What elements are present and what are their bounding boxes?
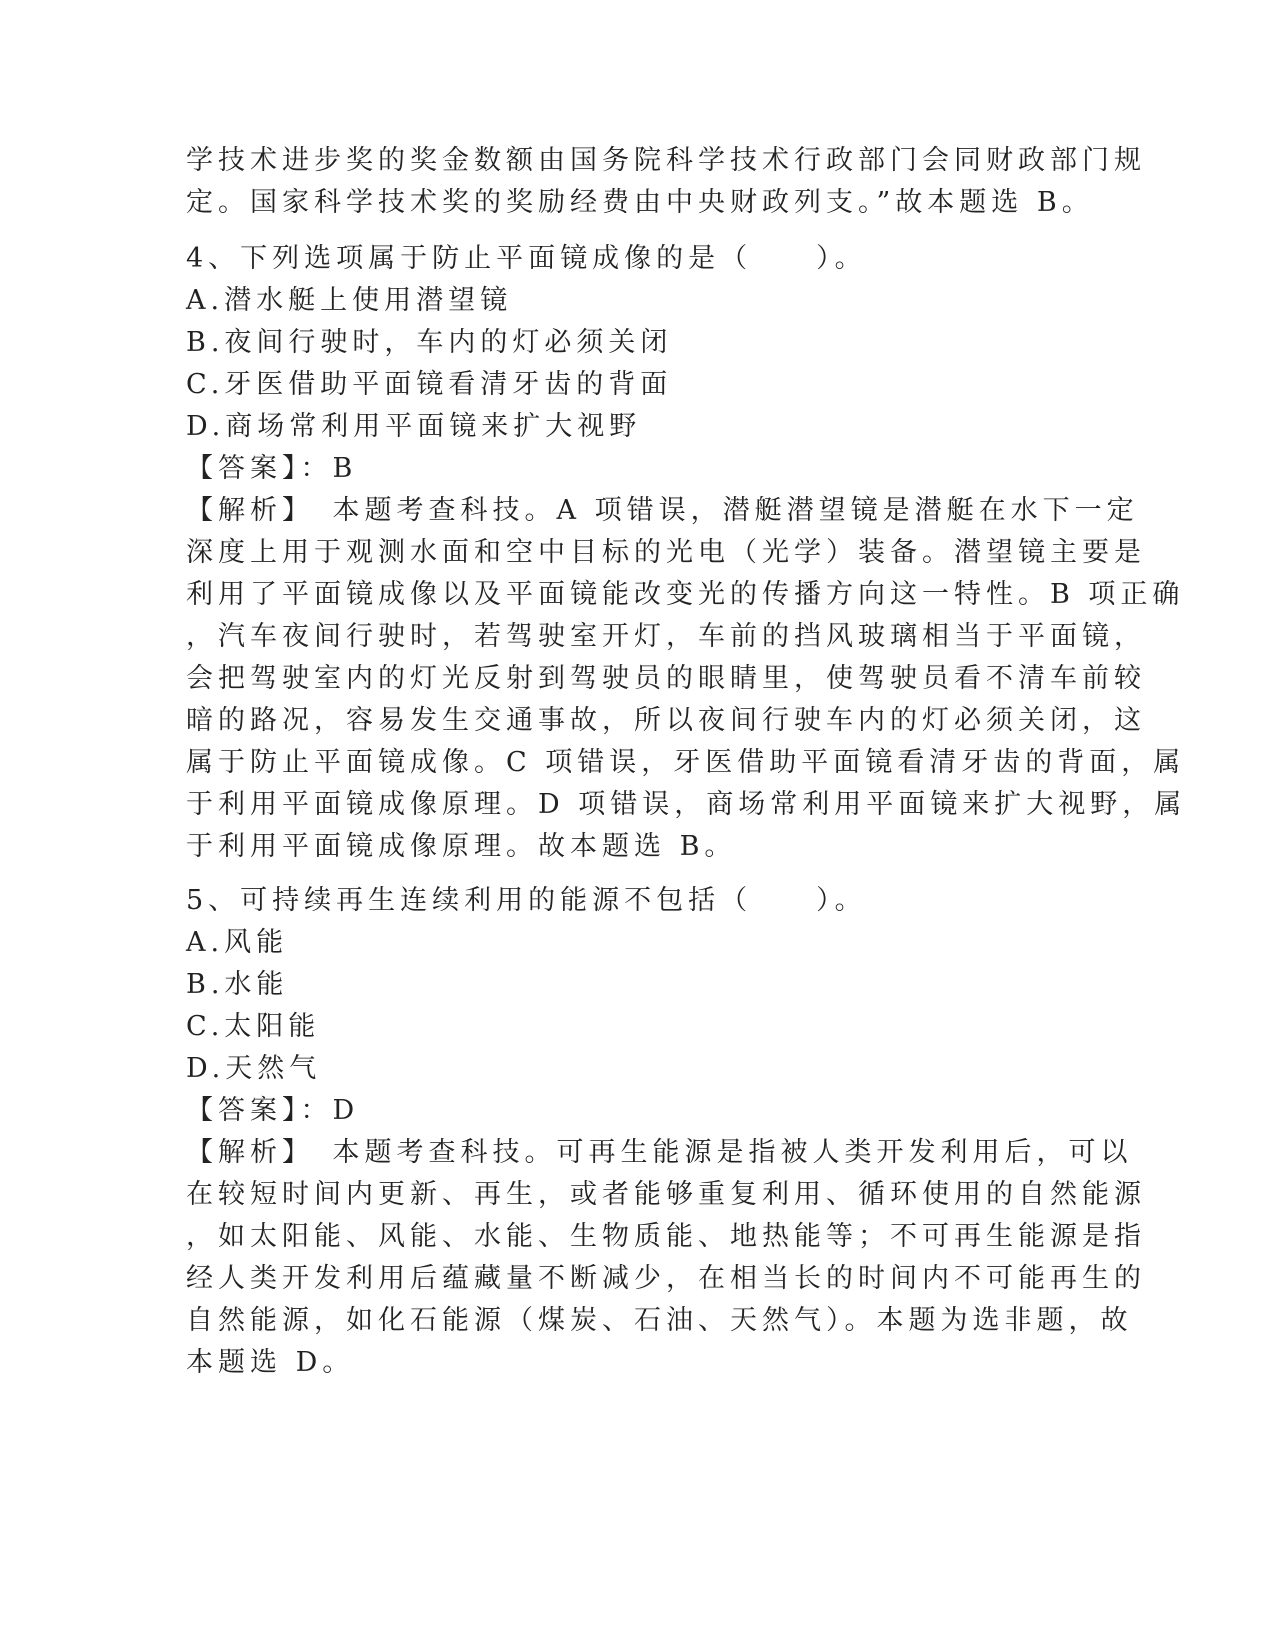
analysis xyxy=(186,1132,1146,1384)
question-stem: 5、可持续再生连续利用的能源不包括（ ）。 xyxy=(186,885,867,916)
previous-analysis-continuation xyxy=(186,140,1146,224)
analysis-line: 于利用平面镜成像原理。D 项错误，商场常利用平面镜来扩大视野，属 xyxy=(186,789,1187,820)
analysis-line: 于利用平面镜成像原理。故本题选 B。 xyxy=(186,831,737,862)
option-d: D.商场常利用平面镜来扩大视野 xyxy=(186,411,642,442)
analysis-line: ，汽车夜间行驶时，若驾驶室开灯，车前的挡风玻璃相当于平面镜， xyxy=(186,621,1146,652)
option-c: C.太阳能 xyxy=(186,1011,321,1042)
answer-line: 【答案】：D xyxy=(186,1095,360,1126)
option-d: D.天然气 xyxy=(186,1053,322,1084)
analysis-line: 定。国家科学技术奖的奖励经费由中央财政列支。”故本题选 B。 xyxy=(186,187,1094,218)
option-b: B.夜间行驶时，车内的灯必须关闭 xyxy=(186,327,673,358)
analysis-line: 暗的路况，容易发生交通事故，所以夜间行驶车内的灯必须关闭，这 xyxy=(186,705,1146,736)
option-c: C.牙医借助平面镜看清牙齿的背面 xyxy=(186,369,673,400)
analysis-line: ，如太阳能、风能、水能、生物质能、地热能等；不可再生能源是指 xyxy=(186,1221,1146,1252)
analysis-line: 属于防止平面镜成像。C 项错误，牙医借助平面镜看清牙齿的背面，属 xyxy=(186,747,1186,778)
analysis-line: 自然能源，如化石能源（煤炭、石油、天然气）。本题为选非题，故 xyxy=(186,1305,1133,1336)
question-4 xyxy=(186,238,1187,868)
option-a: A.潜水艇上使用潜望镜 xyxy=(186,285,513,316)
analysis xyxy=(186,490,1187,868)
answer-line: 【答案】：B xyxy=(186,453,358,484)
analysis-line: 在较短时间内更新、再生，或者能够重复利用、循环使用的自然能源 xyxy=(186,1179,1146,1210)
analysis-line: 深度上用于观测水面和空中目标的光电（光学）装备。潜望镜主要是 xyxy=(186,537,1146,568)
question-stem: 4、下列选项属于防止平面镜成像的是（ ）。 xyxy=(186,243,867,274)
option-a: A.风能 xyxy=(186,927,289,958)
analysis-line: 【解析】 本题考查科技。A 项错误，潜艇潜望镜是潜艇在水下一定 xyxy=(186,495,1139,526)
question-5 xyxy=(186,880,1146,1384)
analysis-line: 会把驾驶室内的灯光反射到驾驶员的眼睛里，使驾驶员看不清车前较 xyxy=(186,663,1146,694)
analysis-line: 学技术进步奖的奖金数额由国务院科学技术行政部门会同财政部门规 xyxy=(186,145,1146,176)
analysis-line: 【解析】 本题考查科技。可再生能源是指被人类开发利用后，可以 xyxy=(186,1137,1133,1168)
option-b: B.水能 xyxy=(186,969,289,1000)
analysis-line: 本题选 D。 xyxy=(186,1347,355,1378)
analysis-line: 经人类开发利用后蕴藏量不断减少，在相当长的时间内不可能再生的 xyxy=(186,1263,1146,1294)
analysis-line: 利用了平面镜成像以及平面镜能改变光的传播方向这一特性。B 项正确 xyxy=(186,579,1185,610)
